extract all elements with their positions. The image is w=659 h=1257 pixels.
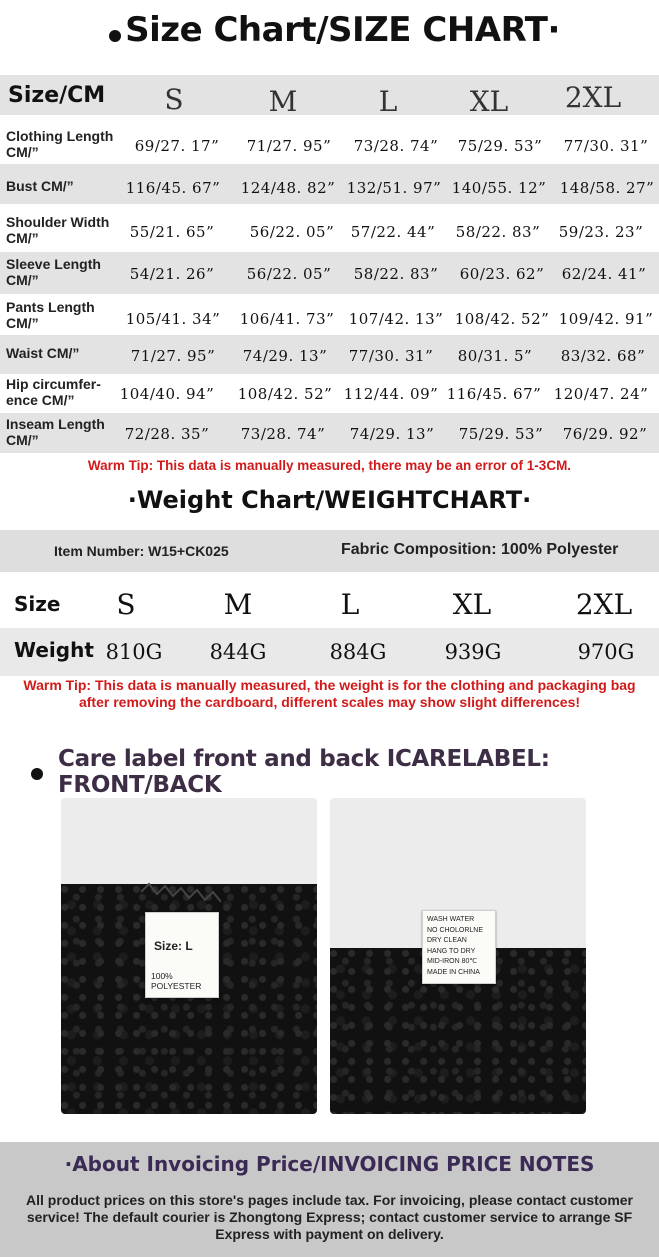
- row-label: Waist CM/”: [6, 345, 80, 361]
- size-chart-title: Size Chart/SIZE CHART·: [125, 10, 560, 50]
- table-cell: 140/55. 12”: [451, 179, 547, 197]
- invoicing-title: ·About Invoicing Price/INVOICING PRICE NOTES: [64, 1152, 595, 1176]
- care-line: MID-IRON 80℃: [427, 958, 478, 965]
- table-cell: 132/51. 97”: [346, 179, 442, 197]
- table-row: [0, 297, 659, 335]
- table-cell: 56/22. 05”: [249, 223, 335, 241]
- weight-size-s: S: [116, 588, 136, 621]
- row-label: Hip circumfer- ence CM/”: [6, 376, 101, 408]
- size-header-s: S: [164, 83, 184, 116]
- size-warm-tip: Warm Tip: This data is manually measured, there may be an error of 1-3CM.: [87, 458, 572, 473]
- table-row: [0, 164, 659, 204]
- table-cell: 73/28. 74”: [353, 137, 439, 155]
- row-label: Sleeve Length CM/”: [6, 256, 101, 288]
- table-row: [0, 335, 659, 374]
- table-cell: 55/21. 65”: [129, 223, 215, 241]
- size-header-l: L: [378, 85, 398, 118]
- weight-size-row: [0, 580, 659, 628]
- care-line: NO CHOLORLNE: [427, 926, 484, 934]
- table-cell: 71/27. 95”: [246, 137, 332, 155]
- table-cell: 75/29. 53”: [458, 425, 544, 443]
- front-care-tag: [145, 912, 219, 998]
- table-cell: 58/22. 83”: [455, 223, 541, 241]
- table-cell: 106/41. 73”: [239, 310, 335, 328]
- table-cell: 120/47. 24”: [553, 385, 649, 403]
- table-cell: 60/23. 62”: [459, 265, 545, 283]
- weight-warm-tip: Warm Tip: This data is manually measured, the weight is for the clothing and packaging bag after removing the cardboard, different scales may show slight differences!: [23, 677, 636, 710]
- table-cell: 105/41. 34”: [125, 310, 221, 328]
- size-header-xl: XL: [469, 85, 509, 118]
- weight-size-xl: XL: [452, 588, 492, 621]
- table-cell: 72/28. 35”: [124, 425, 210, 443]
- table-cell: 148/58. 27”: [559, 179, 655, 197]
- weight-label: Weight: [14, 638, 94, 662]
- care-line: MADE IN CHINA: [427, 968, 480, 976]
- row-label: Pants Length CM/”: [6, 299, 95, 331]
- table-cell: 80/31. 5”: [457, 347, 533, 365]
- table-cell: 54/21. 26”: [129, 265, 215, 283]
- weight-size-m: M: [223, 588, 253, 621]
- table-cell: 56/22. 05”: [246, 265, 332, 283]
- care-instructions: [427, 915, 483, 978]
- weight-chart-title: ·Weight Chart/WEIGHTCHART·: [127, 486, 532, 514]
- weight-size-2xl: 2XL: [575, 588, 633, 621]
- table-cell: 83/32. 68”: [560, 347, 646, 365]
- care-label-title: Care label front and back ICARELABEL: FRONT/BACK: [58, 746, 550, 798]
- table-row: [0, 374, 659, 413]
- table-cell: 112/44. 09”: [343, 385, 439, 403]
- care-line: WASH WATER: [427, 916, 475, 923]
- row-label: Shoulder Width CM/”: [6, 214, 110, 246]
- table-cell: 77/30. 31”: [348, 347, 434, 365]
- tag-size-text: Size: L: [154, 939, 193, 953]
- back-care-tag: [422, 910, 496, 984]
- row-label: Bust CM/”: [6, 178, 74, 194]
- table-cell: 74/29. 13”: [349, 425, 435, 443]
- table-cell: 57/22. 44”: [350, 223, 436, 241]
- weight-value: 970G: [577, 640, 635, 664]
- table-cell: 109/42. 91”: [558, 310, 654, 328]
- size-header-2xl: 2XL: [564, 81, 622, 114]
- bullet-dot: [31, 768, 43, 780]
- weight-size-label: Size: [14, 592, 61, 616]
- table-row: [0, 252, 659, 294]
- item-number: Item Number: W15+CK025: [54, 543, 229, 559]
- table-cell: 75/29. 53”: [457, 137, 543, 155]
- table-cell: 74/29. 13”: [242, 347, 328, 365]
- weight-value: 844G: [209, 640, 267, 664]
- table-cell: 59/23. 23”: [558, 223, 644, 241]
- care-line: DRY CLEAN: [427, 937, 467, 944]
- table-cell: 77/30. 31”: [563, 137, 649, 155]
- fabric-composition: Fabric Composition: 100% Polyester: [341, 541, 619, 558]
- table-cell: 73/28. 74”: [240, 425, 326, 443]
- care-line: HANG TO DRY: [427, 947, 476, 955]
- table-cell: 108/42. 52”: [237, 385, 333, 403]
- table-cell: 69/27. 17”: [134, 137, 220, 155]
- care-label-back-photo: [330, 798, 586, 1114]
- table-cell: 116/45. 67”: [125, 179, 221, 197]
- weight-value: 939G: [444, 640, 502, 664]
- size-chart-header-row: [0, 75, 659, 118]
- care-label-front-photo: [61, 798, 317, 1114]
- table-cell: 116/45. 67”: [446, 385, 542, 403]
- row-label: Inseam Length CM/”: [6, 416, 105, 448]
- table-cell: 124/48. 82”: [240, 179, 336, 197]
- table-row: [0, 207, 659, 249]
- table-row: [0, 413, 659, 453]
- size-header-label: Size/CM: [8, 83, 106, 108]
- table-cell: 76/29. 92”: [562, 425, 648, 443]
- table-cell: 107/42. 13”: [348, 310, 444, 328]
- tag-material-text: 100% POLYESTER: [151, 971, 202, 991]
- weight-value: 884G: [329, 640, 387, 664]
- size-header-m: M: [268, 85, 298, 118]
- table-row: [0, 115, 659, 160]
- table-cell: 108/42. 52”: [454, 310, 550, 328]
- weight-value: 810G: [105, 640, 163, 664]
- invoicing-text: All product prices on this store's pages include tax. For invoicing, please contact customer service! The default courier is Zhongtong Express; contact customer service to arrange SF Express with payment on delivery.: [25, 1192, 634, 1242]
- row-label: Clothing Length CM/”: [6, 128, 114, 160]
- weight-size-l: L: [340, 588, 360, 621]
- table-cell: 104/40. 94”: [119, 385, 215, 403]
- table-cell: 58/22. 83”: [353, 265, 439, 283]
- weight-value-row: [0, 628, 659, 676]
- table-cell: 71/27. 95”: [130, 347, 216, 365]
- collar-stitch: [141, 880, 221, 910]
- table-cell: 62/24. 41”: [561, 265, 647, 283]
